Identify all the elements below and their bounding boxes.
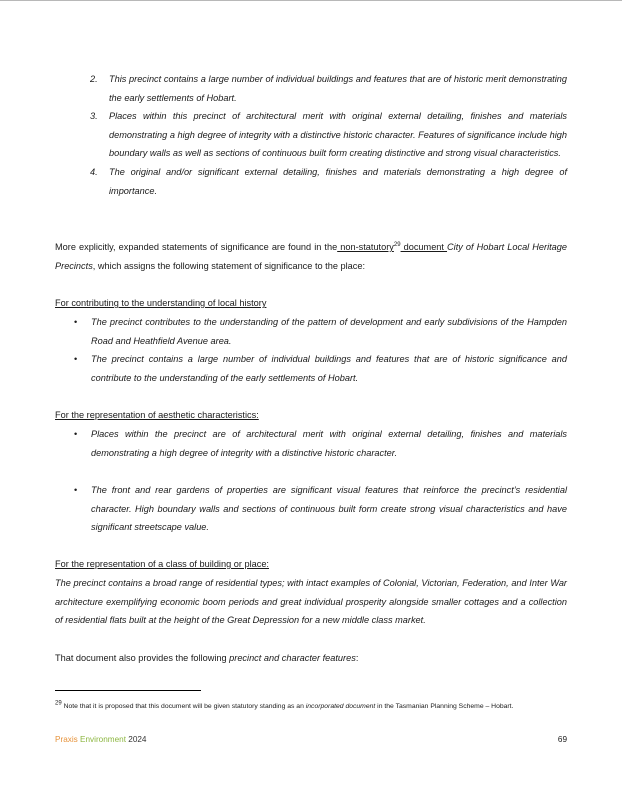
- top-rule: [0, 0, 622, 1]
- list-item: 4. The original and/or significant external detailing, finishes and materials demonstrating a high degree of importance.: [90, 166, 567, 196]
- brand-environment: Environment: [77, 735, 126, 744]
- bullet-list-aesthetic: [55, 425, 567, 462]
- footer-brand: [55, 735, 147, 744]
- list-item: • Places within the precinct are of architectural merit with original external detailing, finishes and materials demonstrating a high degree of integrity with a distinctive historic character.: [74, 429, 567, 458]
- bullet-list-local: [55, 313, 567, 387]
- brand-praxis: Praxis: [55, 735, 78, 744]
- non-statutory-term: non-statutory: [337, 242, 394, 252]
- list-item: • The precinct contributes to the understanding of the pattern of development and early subdivisions of the Hampden Road and Heathfield Avenue area.: [74, 317, 567, 346]
- document-title: City of Hobart Local Heritage Precincts: [55, 242, 568, 271]
- footnote: $^{29}$ Note that it is proposed that this document will be given statutory standing as an incorporated document in the Tasmanian Planning Scheme – Hobart.: [55, 700, 514, 710]
- list-item: • The precinct contains a large number of individual buildings and features that are of historic significance and contribute to the understanding of the early settlements of Hobart.: [74, 354, 567, 383]
- heading-local-history: For contributing to the understanding of local history: [55, 298, 267, 308]
- list-item: 2. This precinct contains a large number of individual buildings and features that are of historic merit demonstrating the early settlements of Hobart.: [90, 74, 567, 103]
- heading-class: For the representation of a class of building or place:: [55, 559, 269, 569]
- class-paragraph: The precinct contains a broad range of residential types; with intact examples of Colonial, Victorian, Federation, and Inter War architecture exemplifying economic boom periods and great individual prosperity alongside smaller cottages and a collection of residential flats built at the height of the Great Depression for a new middle class market.: [55, 578, 567, 626]
- list-item: • The front and rear gardens of properties are significant visual features that reinforce the precinct’s residential character. High boundary walls and sections of continuous built form create strong visual characteristics and have significant streetscape value.: [74, 485, 567, 533]
- heading-aesthetic: For the representation of aesthetic characteristics:: [55, 410, 259, 420]
- intro-paragraph: More explicitly, expanded statements of significance are found in the non-statutory$^{29}$ document City of Hobart Local Heritage Precincts, which assigns the following statement of significance to the place:: [55, 241, 568, 271]
- brand-year: 2024: [126, 735, 147, 744]
- numbered-list: [55, 70, 567, 200]
- footnote-rule: [55, 690, 201, 691]
- page-number: 69: [557, 735, 567, 744]
- closing-paragraph: That document also provides the following precinct and character features:: [55, 653, 359, 663]
- footnote-ref: 29: [393, 241, 401, 248]
- bullet-list-aesthetic-2: [55, 481, 567, 537]
- list-item: 3. Places within this precinct of architectural merit with original external detailing, finishes and materials demonstrating a high degree of integrity with a distinctive historic character. Features of significance include high boundary walls as well as sections of continuous built form creating distinctive and strong visual characteristics.: [90, 111, 567, 159]
